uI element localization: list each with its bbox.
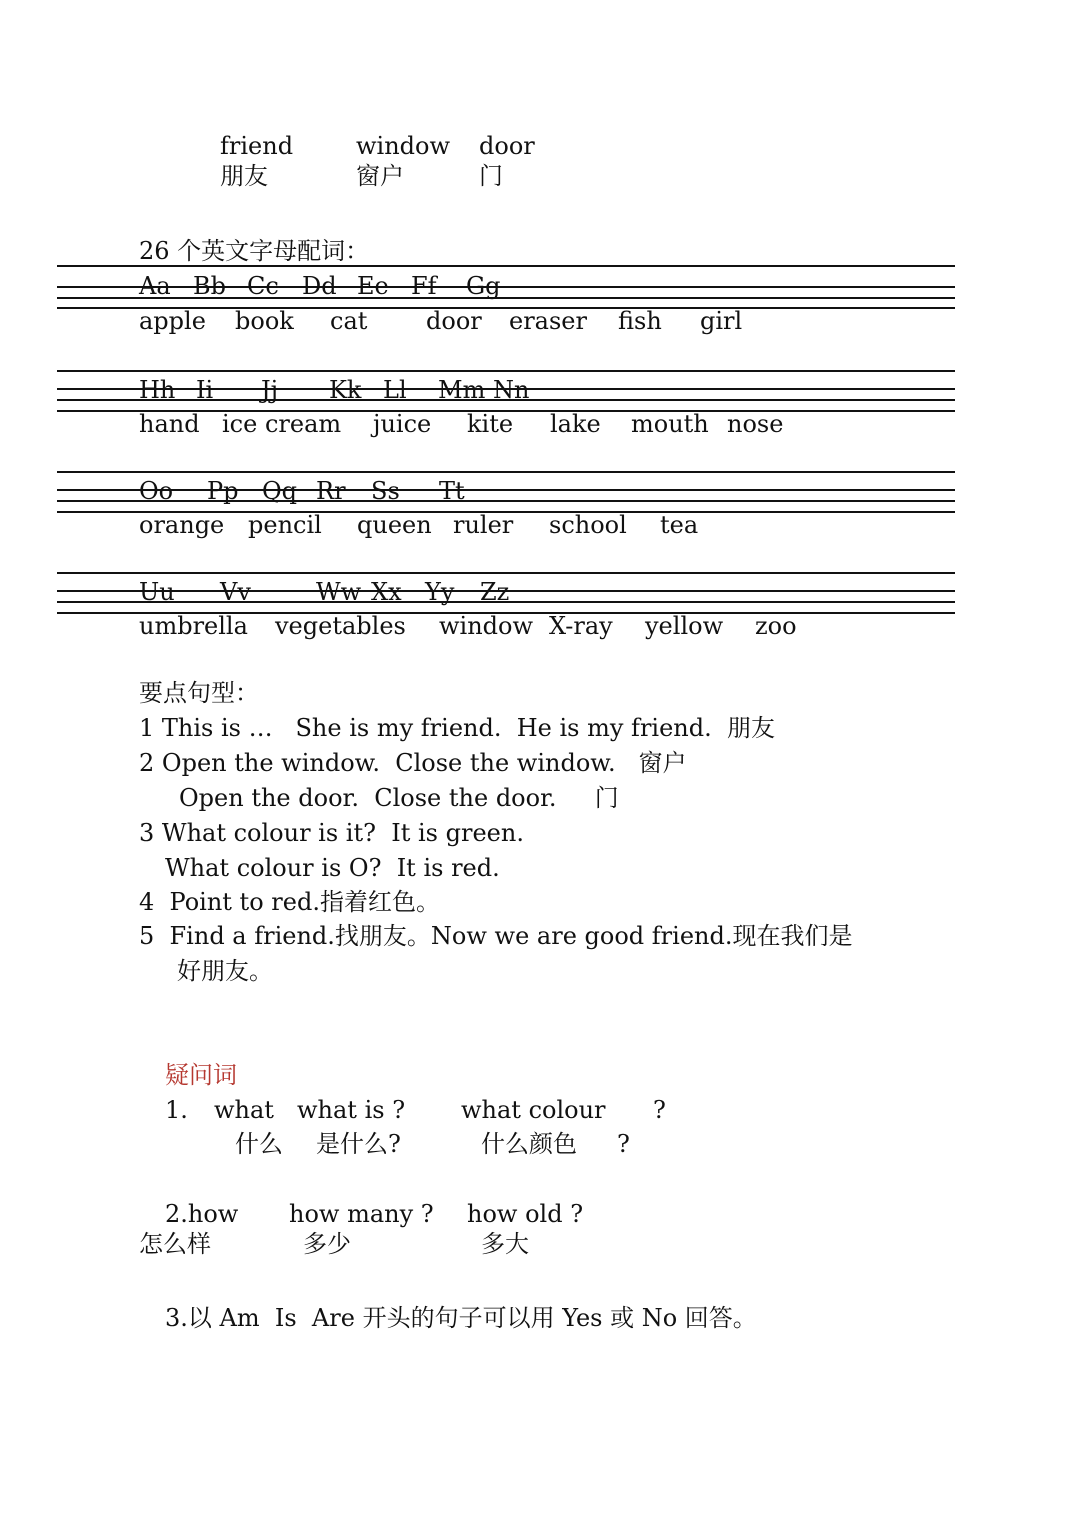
vocab-word: yellow <box>645 612 724 640</box>
vocab-zh-friend: 朋友 <box>220 162 268 190</box>
vocab-word: window <box>439 612 534 640</box>
pattern-line: 3 What colour is it? It is green. <box>139 819 524 847</box>
letter-pair: Rr <box>316 477 346 505</box>
vocab-word: nose <box>727 410 784 438</box>
vocab-word: vegetables <box>275 612 406 640</box>
letter-pair: Ff <box>411 272 437 300</box>
handwriting-rule <box>57 297 955 299</box>
question-words-heading: 疑问词 <box>165 1061 237 1089</box>
letter-pair: Dd <box>302 272 337 300</box>
vocab-word: girl <box>700 307 743 335</box>
letter-pair: Hh <box>139 376 176 404</box>
vocab-word: juice <box>373 410 432 438</box>
vocab-zh-door: 门 <box>479 162 503 190</box>
letter-pair: Cc <box>247 272 279 300</box>
letter-pair: Jj <box>261 376 279 404</box>
vocab-word: door <box>426 307 482 335</box>
pattern-line: Open the door. Close the door. 门 <box>179 784 619 812</box>
letter-pair: Vv <box>220 578 251 606</box>
letter-pair: Ee <box>357 272 389 300</box>
letter-pair: Oo <box>139 477 174 505</box>
vocab-word: lake <box>550 410 601 438</box>
handwriting-rule <box>57 500 955 502</box>
vocab-word: mouth <box>631 410 709 438</box>
qw-en: ? <box>653 1096 666 1124</box>
vocab-word: fish <box>618 307 662 335</box>
letter-pair: Yy <box>425 578 455 606</box>
letter-pair: Ll <box>383 376 407 404</box>
qw-en: 2.how <box>165 1200 239 1228</box>
vocab-word: eraser <box>509 307 587 335</box>
handwriting-rule <box>57 489 955 491</box>
vocab-word: ice cream <box>222 410 342 438</box>
letter-pair: Kk <box>329 376 362 404</box>
letter-pair: Bb <box>193 272 226 300</box>
vocab-word: tea <box>660 511 699 539</box>
letter-pair: Mm <box>438 376 486 404</box>
vocab-word: zoo <box>755 612 797 640</box>
pattern-line: 4 Point to red.指着红色。 <box>139 888 440 916</box>
letter-pair: Uu <box>139 578 175 606</box>
vocab-word: queen <box>357 511 432 539</box>
vocab-word: X-ray <box>549 612 613 640</box>
handwriting-rule <box>57 265 955 267</box>
alphabet-heading: 26 个英文字母配词： <box>139 237 370 265</box>
letter-pair: Gg <box>466 272 501 300</box>
vocab-word: umbrella <box>139 612 248 640</box>
vocab-word: ruler <box>453 511 514 539</box>
qw-en: how old ? <box>467 1200 584 1228</box>
handwriting-rule <box>57 572 955 574</box>
letter-pair: Pp <box>207 477 239 505</box>
pattern-line: What colour is O? It is red. <box>165 854 500 882</box>
letter-pair: Ww <box>316 578 362 606</box>
letter-pair: Ii <box>196 376 214 404</box>
qw-zh: ? <box>617 1130 630 1158</box>
letter-pair: Zz <box>480 578 510 606</box>
qw-number: 1. <box>165 1096 188 1124</box>
pattern-line: 好朋友。 <box>177 957 273 985</box>
qw-note: 3.以 Am Is Are 开头的句子可以用 Yes 或 No 回答。 <box>165 1304 757 1332</box>
qw-zh: 什么 <box>235 1130 283 1158</box>
vocab-word: hand <box>139 410 200 438</box>
vocab-word: orange <box>139 511 225 539</box>
letter-pair: Aa <box>139 272 171 300</box>
letter-pair: Nn <box>493 376 530 404</box>
pattern-line: 1 This is … She is my friend. He is my friend. 朋友 <box>139 714 775 742</box>
vocab-word: school <box>549 511 627 539</box>
handwriting-rule <box>57 370 955 372</box>
letter-pair: Qq <box>262 477 298 505</box>
vocab-word: apple <box>139 307 206 335</box>
patterns-heading: 要点句型： <box>139 679 259 707</box>
vocab-word-door: door <box>479 132 535 160</box>
qw-zh: 多大 <box>481 1230 529 1258</box>
vocab-word-window: window <box>356 132 451 160</box>
letter-pair: Xx <box>371 578 402 606</box>
pattern-line: 5 Find a friend.找朋友。Now we are good friend.现在我们是 <box>139 922 853 950</box>
letter-pair: Ss <box>371 477 400 505</box>
qw-zh: 怎么样 <box>139 1230 211 1258</box>
vocab-word: kite <box>467 410 514 438</box>
vocab-word-friend: friend <box>220 132 294 160</box>
qw-zh: 是什么? <box>316 1130 401 1158</box>
qw-en: how many ? <box>289 1200 434 1228</box>
vocab-word: book <box>235 307 294 335</box>
vocab-word: pencil <box>248 511 322 539</box>
qw-en: what is ? <box>297 1096 406 1124</box>
vocab-zh-window: 窗户 <box>356 162 404 190</box>
letter-pair: Tt <box>439 477 465 505</box>
qw-en: what colour <box>461 1096 606 1124</box>
handwriting-rule <box>57 286 955 288</box>
qw-en: what <box>214 1096 274 1124</box>
qw-zh: 多少 <box>303 1230 351 1258</box>
pattern-line: 2 Open the window. Close the window. 窗户 <box>139 749 687 777</box>
qw-zh: 什么颜色 <box>481 1130 577 1158</box>
handwriting-rule <box>57 471 955 473</box>
vocab-word: cat <box>330 307 368 335</box>
